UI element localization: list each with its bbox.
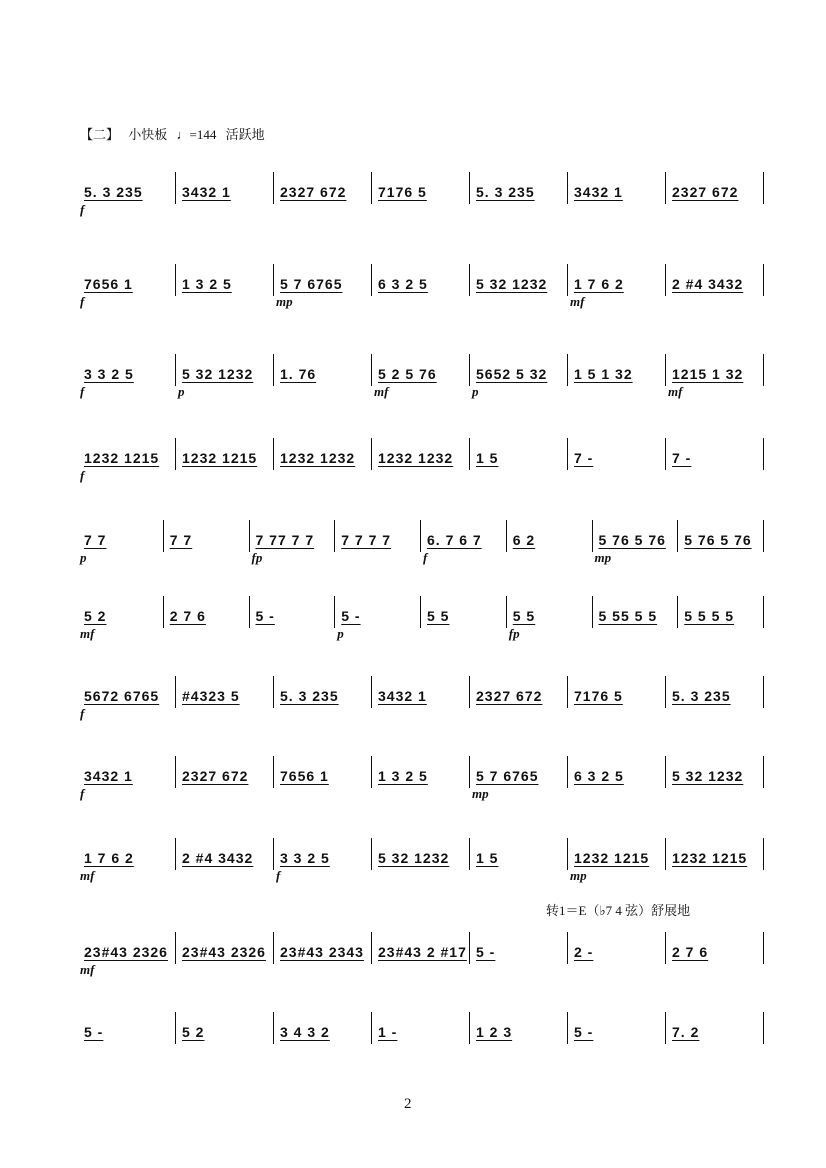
expression-mark: 活跃地 [225, 127, 265, 142]
measure: 2 7 6 [169, 608, 206, 624]
barline [273, 838, 274, 870]
measure: 5 32 1232 [672, 768, 744, 784]
dynamic-mark: mp [472, 786, 489, 801]
measure: 3432 1 [378, 688, 427, 704]
measure: 7176 5 [378, 184, 427, 200]
dynamic-mark: fp [508, 626, 520, 641]
barline [506, 596, 507, 628]
barline [763, 838, 764, 870]
measure: 3 3 2 5 [84, 366, 134, 382]
dynamic-mark: f [276, 868, 281, 883]
barline [273, 172, 274, 204]
barline [665, 676, 666, 708]
barline [273, 676, 274, 708]
barline [665, 1012, 666, 1044]
measure: 7176 5 [574, 688, 623, 704]
measure: 7 77 7 7 [255, 532, 315, 548]
staff-row [78, 684, 768, 721]
barline [371, 264, 372, 296]
barline [665, 438, 666, 470]
barline [371, 932, 372, 964]
measure: #4323 5 [182, 688, 240, 704]
barline [371, 676, 372, 708]
barline [763, 596, 764, 628]
measure: 2327 672 [182, 768, 249, 784]
barline [371, 1012, 372, 1044]
measure: 3 4 3 2 [280, 1024, 330, 1040]
measure: 6. 7 6 7 [427, 532, 482, 548]
dynamic-mark: p [80, 550, 87, 565]
barline [469, 264, 470, 296]
measure: 1232 1232 [378, 450, 454, 466]
barline [763, 264, 764, 296]
dynamic-mark: mp [594, 550, 612, 565]
measure: 5 - [84, 1024, 104, 1040]
staff-row [78, 180, 768, 217]
barline [469, 354, 470, 386]
measure: 1 2 3 [476, 1024, 513, 1040]
tempo-term: 小快板 [128, 127, 168, 142]
barline [567, 438, 568, 470]
barline [567, 172, 568, 204]
measure: 1 5 [476, 450, 499, 466]
measure: 5 55 5 5 [598, 608, 658, 624]
dynamic-mark: mf [80, 868, 95, 883]
measure: 5 - [255, 608, 275, 624]
measure: 5 2 [84, 608, 107, 624]
measure: 1232 1215 [574, 850, 650, 866]
barline [665, 264, 666, 296]
barline [567, 932, 568, 964]
barline [273, 1012, 274, 1044]
barline [665, 354, 666, 386]
measure: 2327 672 [280, 184, 347, 200]
barline [371, 838, 372, 870]
measure: 7 7 7 7 [341, 532, 392, 548]
measure: 3 3 2 5 [280, 850, 330, 866]
dynamic-mark: mf [668, 384, 683, 399]
staff-row [78, 528, 768, 565]
barline [763, 438, 764, 470]
barline [567, 838, 568, 870]
barline [677, 596, 678, 628]
barline [175, 838, 176, 870]
barline [665, 932, 666, 964]
barline [567, 354, 568, 386]
barline [469, 932, 470, 964]
barline [592, 596, 593, 628]
barline [249, 596, 250, 628]
measure: 5. 3 235 [476, 184, 535, 200]
measure: 5672 6765 [84, 688, 160, 704]
measure: 5 5 [512, 608, 536, 624]
measure: 5 32 1232 [476, 276, 548, 292]
barline [334, 520, 335, 552]
barline [249, 520, 250, 552]
measure: 7656 1 [280, 768, 329, 784]
barline [175, 756, 176, 788]
barline [420, 596, 421, 628]
measure: 23#43 2343 [280, 944, 364, 960]
dynamic-mark: mp [276, 294, 293, 309]
barline [763, 172, 764, 204]
barline [665, 756, 666, 788]
barline [175, 354, 176, 386]
barline [763, 676, 764, 708]
barline [469, 756, 470, 788]
measure: 5 - [476, 944, 496, 960]
barline [592, 520, 593, 552]
measure: 23#43 2326 [84, 944, 168, 960]
dynamic-mark: p [178, 384, 185, 399]
measure: 5 7 6765 [476, 768, 539, 784]
page-number: 2 [404, 1096, 412, 1112]
dynamic-mark: f [423, 550, 428, 565]
barline [334, 596, 335, 628]
barline [175, 438, 176, 470]
barline [175, 676, 176, 708]
barline [371, 172, 372, 204]
measure: 3432 1 [182, 184, 231, 200]
measure: 7 7 [169, 532, 193, 548]
measure: 5 5 [427, 608, 450, 624]
measure: 5 32 1232 [182, 366, 254, 382]
measure: 1 5 1 32 [574, 366, 633, 382]
barline [175, 172, 176, 204]
measure: 5 - [574, 1024, 594, 1040]
section-number: 【二】 [80, 127, 120, 142]
staff-row [78, 940, 768, 977]
barline [175, 264, 176, 296]
barline [273, 756, 274, 788]
tempo-mark: ♩=144 [176, 127, 217, 142]
measure: 1232 1232 [280, 450, 356, 466]
barline [371, 756, 372, 788]
measure: 5 2 [182, 1024, 205, 1040]
measure: 1 7 6 2 [84, 850, 134, 866]
measure: 7 - [574, 450, 594, 466]
dynamic-mark: mp [570, 868, 587, 883]
barline [371, 438, 372, 470]
staff-row [78, 604, 768, 641]
measure: 6 2 [512, 532, 536, 548]
measure: 2 - [574, 944, 594, 960]
measure: 2 #4 3432 [672, 276, 744, 292]
staff-row [78, 446, 768, 483]
measure: 7. 2 [672, 1024, 700, 1040]
barline [567, 756, 568, 788]
barline [163, 520, 164, 552]
barline [273, 354, 274, 386]
barline [763, 354, 764, 386]
measure: 5652 5 32 [476, 366, 548, 382]
measure: 5. 3 235 [672, 688, 731, 704]
measure: 2327 672 [476, 688, 543, 704]
measure: 23#43 2326 [182, 944, 266, 960]
measure: 6 3 2 5 [378, 276, 428, 292]
barline [175, 932, 176, 964]
measure: 3432 1 [574, 184, 623, 200]
staff-row [78, 1020, 768, 1044]
measure: 1 7 6 2 [574, 276, 624, 292]
barline [469, 676, 470, 708]
measure: 1232 1215 [84, 450, 160, 466]
dynamic-mark: fp [251, 550, 263, 565]
measure: 1. 76 [280, 366, 317, 382]
measure: 1232 1215 [672, 850, 748, 866]
measure: 2 #4 3432 [182, 850, 254, 866]
measure: 3432 1 [84, 768, 133, 784]
dynamic-mark: f [80, 706, 85, 721]
measure: 5 2 5 76 [378, 366, 437, 382]
measure: 1 - [378, 1024, 398, 1040]
dynamic-mark: mf [80, 626, 95, 641]
barline [420, 520, 421, 552]
barline [175, 1012, 176, 1044]
dynamic-mark: f [80, 202, 85, 217]
measure: 2 7 6 [672, 944, 709, 960]
barline [567, 1012, 568, 1044]
measure: 1 3 2 5 [182, 276, 232, 292]
dynamic-mark: f [80, 384, 85, 399]
barline [273, 932, 274, 964]
barline [163, 596, 164, 628]
measure: 1215 1 32 [672, 366, 744, 382]
barline [567, 676, 568, 708]
barline [469, 1012, 470, 1044]
dynamic-mark: mf [374, 384, 389, 399]
dynamic-mark: f [80, 786, 85, 801]
measure: 5. 3 235 [280, 688, 339, 704]
barline [469, 838, 470, 870]
measure: 7 7 [84, 532, 107, 548]
barline [763, 1012, 764, 1044]
measure: 5 76 5 76 [684, 532, 752, 548]
measure: 5. 3 235 [84, 184, 143, 200]
barline [763, 520, 764, 552]
dynamic-mark: mf [80, 962, 95, 977]
barline [371, 354, 372, 386]
staff-row [78, 846, 768, 883]
barline [506, 520, 507, 552]
measure: 7656 1 [84, 276, 133, 292]
dynamic-mark: f [80, 294, 85, 309]
measure: 5 32 1232 [378, 850, 450, 866]
dynamic-mark: p [472, 384, 479, 399]
barline [567, 264, 568, 296]
barline [469, 438, 470, 470]
measure: 5 - [341, 608, 361, 624]
barline [665, 172, 666, 204]
measure: 6 3 2 5 [574, 768, 624, 784]
staff-row [78, 764, 768, 801]
barline [677, 520, 678, 552]
measure: 7 - [672, 450, 692, 466]
dynamic-mark: f [80, 468, 85, 483]
dynamic-mark: mf [570, 294, 585, 309]
measure: 23#43 2 #17 [378, 944, 467, 960]
measure: 1 3 2 5 [378, 768, 428, 784]
section-header [80, 124, 271, 143]
key-change-marking: 转1＝E（♭7 4 弦）舒展地 [546, 903, 691, 918]
barline [273, 438, 274, 470]
dynamic-mark: p [337, 626, 344, 641]
measure: 5 5 5 5 [684, 608, 735, 624]
staff-row [78, 272, 768, 309]
barline [763, 756, 764, 788]
measure: 1232 1215 [182, 450, 258, 466]
barline [273, 264, 274, 296]
measure: 5 7 6765 [280, 276, 343, 292]
barline [763, 932, 764, 964]
measure: 1 5 [476, 850, 499, 866]
measure: 5 76 5 76 [598, 532, 666, 548]
barline [665, 838, 666, 870]
staff-row [78, 362, 768, 399]
measure: 2327 672 [672, 184, 739, 200]
barline [469, 172, 470, 204]
